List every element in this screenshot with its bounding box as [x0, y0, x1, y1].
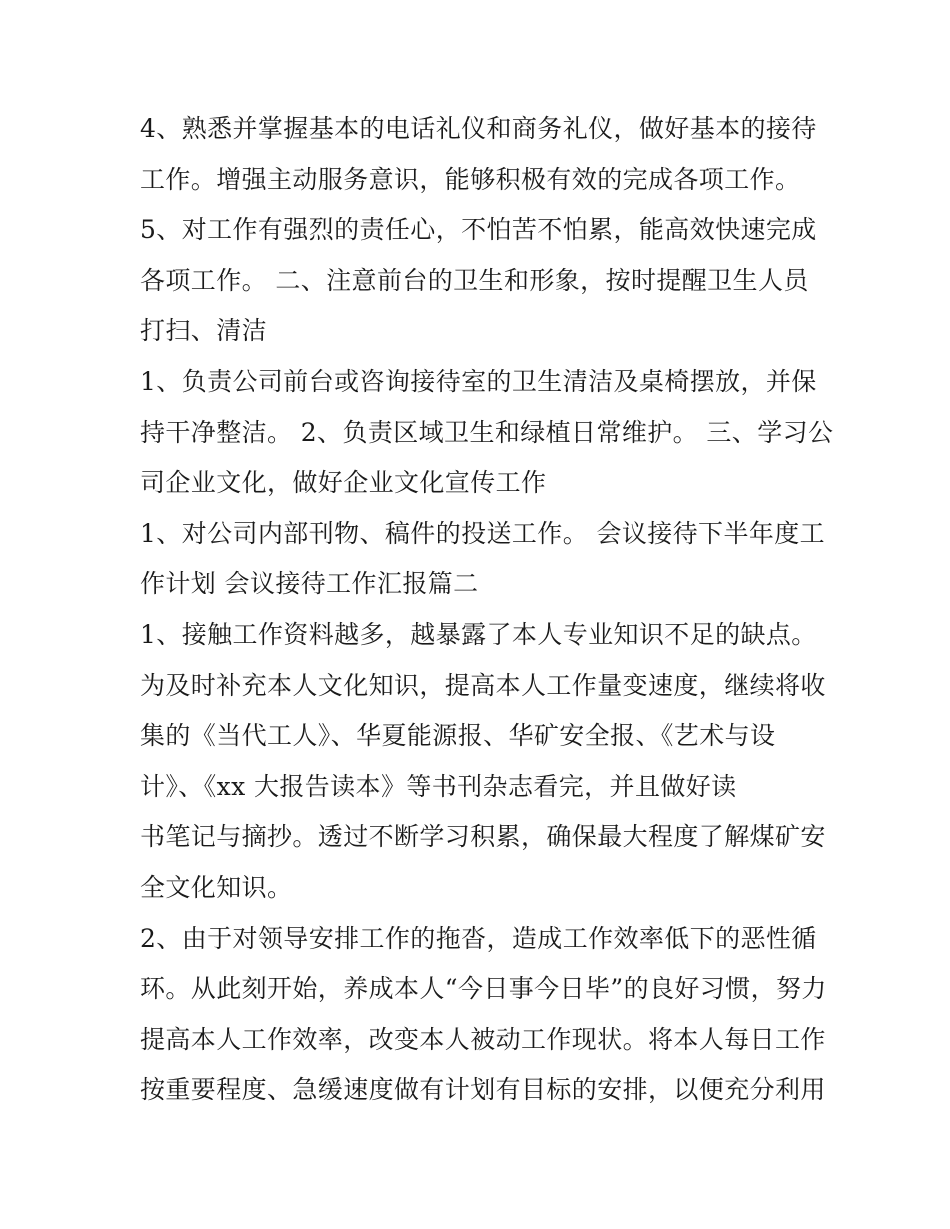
text-line: 1、负责公司前台或咨询接待室的卫生清洁及桌椅摆放，并保: [140, 366, 817, 396]
text-line: 计》、《xx 大报告读本》等书刊杂志看完，并且做好读: [140, 771, 737, 801]
text-line: 全文化知识。: [140, 872, 293, 902]
text-line: 集的《当代工人》、华夏能源报、华矿安全报、《艺术与设: [140, 721, 776, 751]
text-line: 1、对公司内部刊物、稿件的投送工作。 会议接待下半年度工: [140, 518, 826, 548]
text-line: 工作。增强主动服务意识，能够积极有效的完成各项工作。: [140, 164, 801, 194]
text-line: 为及时补充本人文化知识，提高本人工作量变速度，继续将收: [140, 670, 826, 700]
text-line: 书笔记与摘抄。透过不断学习积累，确保最大程度了解煤矿安: [140, 822, 826, 852]
text-line: 1、接触工作资料越多，越暴露了本人专业知识不足的缺点。: [140, 619, 817, 649]
text-line: 5、对工作有强烈的责任心，不怕苦不怕累，能高效快速完成: [140, 215, 817, 245]
body-text: [140, 104, 834, 1116]
text-line: 打扫、清洁: [140, 316, 268, 346]
text-line: 司企业文化，做好企业文化宣传工作: [140, 468, 547, 498]
text-line: 按重要程度、急缓速度做有计划有目标的安排，以便充分利用: [140, 1075, 826, 1105]
text-line: 2、由于对领导安排工作的拖沓，造成工作效率低下的恶性循: [140, 923, 817, 953]
text-line: 作计划 会议接待工作汇报篇二: [140, 569, 479, 599]
text-line: 持干净整洁。 2、负责区域卫生和绿植日常维护。 三、学习公: [140, 417, 834, 447]
text-line: 4、熟悉并掌握基本的电话礼仪和商务礼仪，做好基本的接待: [140, 114, 817, 143]
text-line: 环。从此刻开始，养成本人“今日事今日毕”的良好习惯，努力: [140, 974, 827, 1004]
text-line: 各项工作。 二、注意前台的卫生和形象，按时提醒卫生人员: [140, 265, 809, 295]
text-line: 提高本人工作效率，改变本人被动工作现状。将本人每日工作: [140, 1024, 826, 1054]
